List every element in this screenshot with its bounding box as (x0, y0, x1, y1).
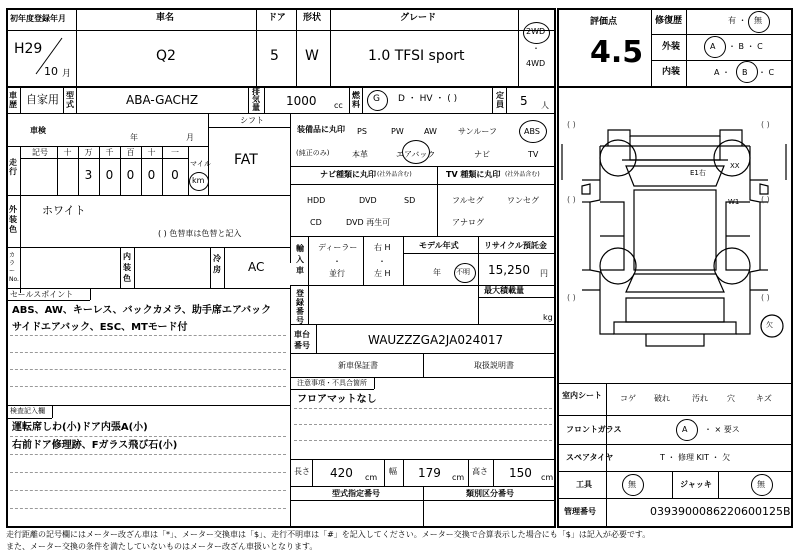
digit-label: 十 (147, 148, 156, 157)
equip-airbag: エアバック (396, 150, 436, 159)
digit-label: 万 (84, 148, 93, 157)
import-sep2: ・ (378, 257, 386, 266)
repair-none: 無 (754, 16, 762, 25)
height-label: 高さ (472, 467, 488, 476)
mileage-digit: 0 (105, 168, 114, 182)
notes-label: 注意事項・不具合箇所 (297, 379, 367, 387)
mileage-digit: 0 (126, 168, 135, 182)
seat-tear: 破れ (654, 394, 670, 403)
drive-dot: ・ (532, 44, 540, 53)
footer-note-2: また、メーター交換の条件を満たしていないものはメーター改ざん車扱いとなります。 (6, 542, 318, 551)
ac-label: 冷房 (213, 254, 221, 274)
equip-sunroof: サンルーフ (458, 127, 497, 136)
displacement-label: 排気量 (252, 87, 260, 112)
capacity-value: 5 (520, 94, 528, 108)
equipment-label: 装備品に丸印 (297, 125, 345, 134)
shaken-year: 年 (130, 133, 138, 142)
seat-burn: コゲ (620, 394, 636, 403)
shift-label: シフト (240, 116, 264, 125)
grade-label: グレード (400, 13, 437, 23)
model-year-unknown: 不明 (456, 268, 470, 276)
navi-sd: SD (404, 196, 416, 205)
capacity-label: 定員 (496, 91, 504, 109)
exterior-grade-a: A (710, 42, 716, 51)
inspector-line-1: 運転席しわ(小)ドア内張A(小) (12, 422, 148, 433)
length-value: 420 (330, 466, 353, 480)
category-value: 自家用 (26, 93, 59, 106)
equip-navi: ナビ (474, 150, 490, 159)
interior-color-label: 内装色 (123, 252, 131, 283)
mileage-code-label: 記号 (32, 148, 48, 157)
repair-history-label: 修復歴 (655, 16, 683, 26)
manual-label: 取扱説明書 (474, 361, 514, 370)
diagram-bracket-br: ( ) (761, 293, 770, 302)
width-label: 幅 (389, 467, 397, 476)
sales-point-label: セールスポイント (10, 290, 74, 299)
repair-options: 有 ・ (728, 16, 747, 25)
mark-xx: XX (730, 162, 740, 170)
windshield-label: フロントガラス (566, 425, 622, 434)
digit-label: 十 (63, 148, 72, 157)
navi-cd: CD (310, 218, 322, 227)
shift-value: FAT (234, 152, 258, 168)
recycle-yen: 円 (540, 269, 548, 278)
diagram-bracket-tl: ( ) (567, 120, 576, 129)
footer-note-1: 走行距離の記号欄にはメーター改ざん車は「*」、メーター交換車は「$」、走行不明車は「#」を記入してください。メーター交換で合算表示した場合にも「$」は記入が必要です。 (6, 530, 651, 539)
notes-text: フロアマットなし (297, 394, 377, 405)
navi-dvd: DVD (359, 196, 377, 205)
ac-value: AC (248, 260, 265, 274)
category-number-label: 類別区分番号 (466, 489, 514, 498)
exterior-color-value: ホワイト (42, 204, 86, 217)
recycle-label: リサイクル預託金 (484, 241, 547, 250)
spare-tire-label: スペアタイヤ (566, 453, 614, 462)
digit-label: 百 (126, 148, 135, 157)
jack-label: ジャッキ (680, 480, 712, 489)
seat-hole: 穴 (727, 394, 735, 403)
jack-none: 無 (757, 480, 765, 489)
car-damage-diagram (560, 90, 792, 380)
shaken-month: 月 (186, 133, 194, 142)
first-reg-month: 10 (44, 65, 58, 78)
equip-tv: TV (528, 150, 539, 159)
import-dealer: ディーラー (318, 243, 358, 252)
first-reg-year: H29 (14, 41, 43, 57)
recycle-value: 15,250 (488, 263, 530, 277)
drive-2wd: 2WD (526, 27, 546, 36)
tv-fullseg: フルセグ (452, 196, 484, 205)
shape-label: 形状 (303, 13, 322, 23)
score-label: 評価点 (590, 17, 618, 27)
chassis-label: 車台番号 (294, 330, 310, 350)
navi-type-label: ナビ種類に丸印 (320, 170, 376, 179)
mileage-digit: 0 (147, 168, 156, 182)
width-value: 179 (418, 466, 441, 480)
seat-scratch: キズ (756, 394, 772, 403)
max-load-kg: kg (543, 313, 553, 322)
exterior-grade-label: 外装 (662, 42, 681, 52)
exterior-color-label: 外装色 (9, 205, 17, 234)
seat-label: 室内シート (562, 391, 602, 400)
interior-grade-b: B (742, 68, 748, 77)
equip-aw: AW (424, 127, 437, 136)
tv-oneseg: ワンセグ (507, 196, 539, 205)
door-label: ドア (268, 13, 286, 23)
equip-ps: PS (357, 127, 367, 136)
grade-value: 1.0 TFSI sport (368, 48, 465, 64)
drive-4wd: 4WD (526, 59, 546, 68)
car-name-label: 車名 (156, 13, 175, 23)
mileage-digit: 3 (84, 168, 93, 182)
model-label: 型式 (66, 91, 74, 109)
fuel-options: D ・ HV ・ ( ) (398, 94, 458, 104)
door-count: 5 (270, 48, 279, 64)
max-load-label: 最大積載量 (484, 286, 524, 295)
equip-leather: 本革 (352, 150, 368, 159)
length-label: 長さ (294, 467, 310, 476)
length-cm: cm (365, 473, 378, 482)
import-label: 輸入車 (296, 244, 304, 275)
color-change-note: ( ) 色替車は色替と記入 (158, 229, 242, 238)
cc-unit: cc (334, 101, 343, 110)
import-right-h: 右 H (374, 243, 391, 252)
km-option: km (192, 176, 205, 185)
equip-pw: PW (391, 127, 404, 136)
month-unit: 月 (62, 69, 72, 79)
tv-note: (社外品含む) (505, 171, 540, 178)
import-parallel: 並行 (329, 269, 345, 278)
fuel-g: G (373, 94, 380, 104)
color-no-label: カラーNo. (9, 252, 19, 283)
import-sep: ・ (333, 257, 341, 266)
tools-none: 無 (628, 480, 636, 489)
score-value: 4.5 (590, 35, 644, 70)
exterior-grade-rest: ・ B ・ C (728, 42, 763, 51)
diagram-bracket-tr: ( ) (761, 120, 770, 129)
first-reg-label: 初年度登録年月 (10, 14, 66, 23)
seat-stain: 汚れ (692, 394, 708, 403)
sales-line-2: サイドエアバック、ESC、MTモード付 (12, 322, 188, 333)
mileage-digit: 0 (171, 168, 179, 182)
sales-line-1: ABS、AW、キーレス、バックカメラ、助手席エアバック (12, 305, 272, 316)
digit-label: 一 (171, 148, 179, 157)
body-shape: W (305, 48, 319, 64)
model-value: ABA-GACHZ (126, 93, 199, 107)
interior-grade-rest: ・ C (758, 68, 775, 77)
mgmt-number-label: 管理番号 (564, 507, 596, 516)
width-cm: cm (452, 473, 465, 482)
category-label: 車歴 (9, 91, 17, 109)
type-designation-label: 型式指定番号 (332, 489, 380, 498)
glass-grade-rest: ・ × 要ス (704, 425, 740, 434)
equipment-sublabel: (純正のみ) (296, 149, 330, 157)
digit-label: 千 (105, 148, 114, 157)
car-name: Q2 (156, 48, 176, 64)
model-year-label: モデル年式 (419, 241, 459, 250)
spare-tire-options: T ・ 修理 KIT ・ 欠 (660, 453, 731, 462)
inspector-label: 検査記入欄 (10, 407, 45, 415)
interior-grade-label: 内装 (662, 67, 681, 77)
height-value: 150 (509, 466, 532, 480)
diagram-bracket-bl: ( ) (567, 293, 576, 302)
interior-grade-a: A ・ (714, 68, 731, 77)
capacity-unit: 人 (541, 101, 549, 110)
model-year-nen: 年 (433, 268, 441, 277)
inspector-line-2: 右前ドア修理跡、Fガラス飛び石(小) (12, 440, 178, 451)
navi-dvd-play: DVD 再生可 (346, 218, 391, 227)
warranty-label: 新車保証書 (338, 361, 378, 370)
navi-hdd: HDD (307, 196, 326, 205)
tv-analog: アナログ (452, 218, 484, 227)
mark-e1: E1右 (690, 169, 706, 177)
chassis-number: WAUZZZGA2JA024017 (368, 333, 504, 347)
mile-option: マイル (190, 160, 211, 168)
tv-type-label: TV 種類に丸印 (446, 170, 501, 179)
diagram-bracket-mr: ( ) (761, 195, 770, 204)
navi-note: (社外品含む) (377, 171, 412, 178)
reg-number-label: 登録番号 (296, 289, 304, 325)
shaken-label: 車検 (30, 126, 46, 135)
fuel-label: 燃料 (352, 91, 360, 109)
glass-grade-a: A (682, 425, 688, 434)
displacement-value: 1000 (286, 94, 317, 108)
diagram-bracket-ml: ( ) (567, 195, 576, 204)
import-left-h: 左 H (374, 269, 391, 278)
mgmt-number: 0393900086220600125B (650, 505, 791, 518)
height-cm: cm (541, 473, 554, 482)
mark-missing: 欠 (766, 321, 773, 329)
mileage-label: 走行 (9, 158, 17, 176)
mark-w1: W1 (728, 198, 740, 206)
tools-label: 工具 (576, 480, 592, 489)
equip-abs: ABS (524, 127, 540, 136)
